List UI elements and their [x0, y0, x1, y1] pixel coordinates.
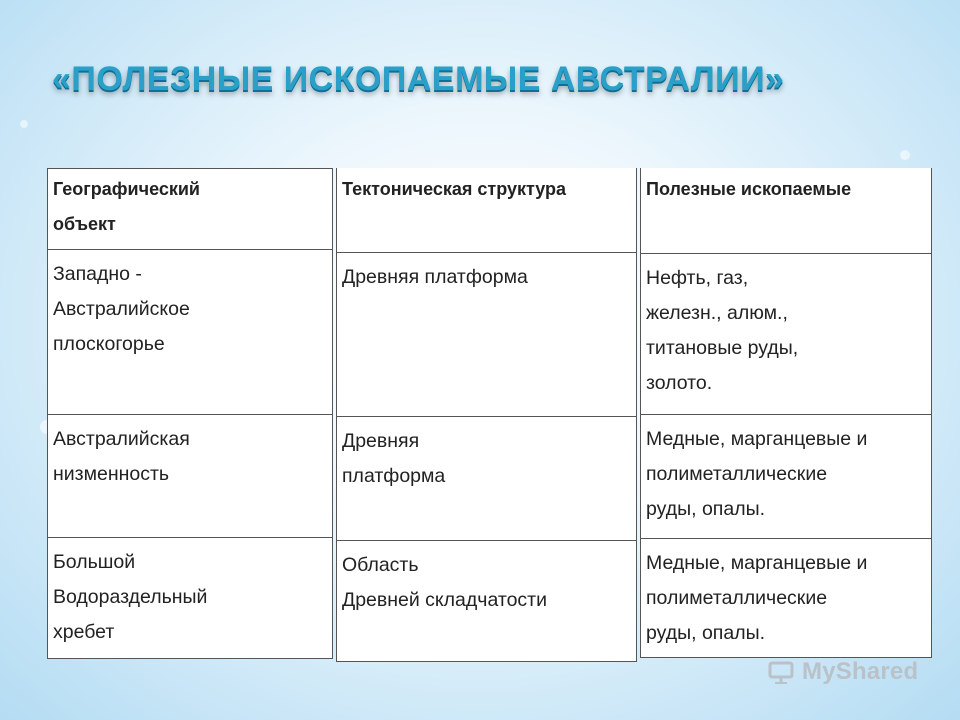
column-header-geographic-object: Географический объект [53, 179, 200, 234]
table-border [47, 249, 333, 250]
table-column-tectonic-structure [336, 168, 637, 662]
table-border [640, 168, 641, 658]
table-border [332, 168, 333, 659]
table-border [47, 168, 333, 169]
table-border [336, 168, 337, 662]
table-cell: Древняя платформа [342, 430, 446, 487]
background-bokeh [20, 120, 28, 128]
column-header-minerals: Полезные ископаемые [646, 179, 852, 199]
table-border [336, 661, 637, 662]
table-border [336, 416, 637, 417]
table-column-geographic-object [47, 168, 333, 659]
background-bokeh [900, 150, 910, 160]
table-cell: Медные, марганцевые и полиметаллические руды, опалы. [646, 428, 868, 520]
table-cell: Западно - Австралийское плоскогорье [53, 263, 190, 355]
table-border [47, 168, 48, 659]
table-border [640, 253, 932, 254]
table-border [47, 658, 333, 659]
table-border [47, 537, 333, 538]
table-border [336, 252, 637, 253]
table-cell: Область Древней складчатости [342, 554, 547, 611]
table-column-minerals [640, 168, 932, 658]
presentation-icon [768, 660, 794, 684]
table-border [931, 168, 932, 658]
table-border [640, 414, 932, 415]
page-title: «ПОЛЕЗНЫЕ ИСКОПАЕМЫЕ АВСТРАЛИИ» [52, 60, 785, 98]
table-cell: Древняя платформа [342, 266, 528, 288]
table-border [47, 414, 333, 415]
column-header-tectonic-structure: Тектоническая структура [342, 179, 567, 199]
table-border [640, 538, 932, 539]
table-border [636, 168, 637, 662]
table-cell: Австралийская низменность [53, 428, 190, 485]
table-cell: Медные, марганцевые и полиметаллические руды, опалы. [646, 552, 868, 644]
table-cell: Большой Водораздельный хребет [53, 551, 208, 643]
table-border [336, 540, 637, 541]
table-cell: Нефть, газ, железн., алюм., титановые руды, золото. [646, 267, 799, 394]
watermark-text: MyShared [802, 658, 919, 685]
